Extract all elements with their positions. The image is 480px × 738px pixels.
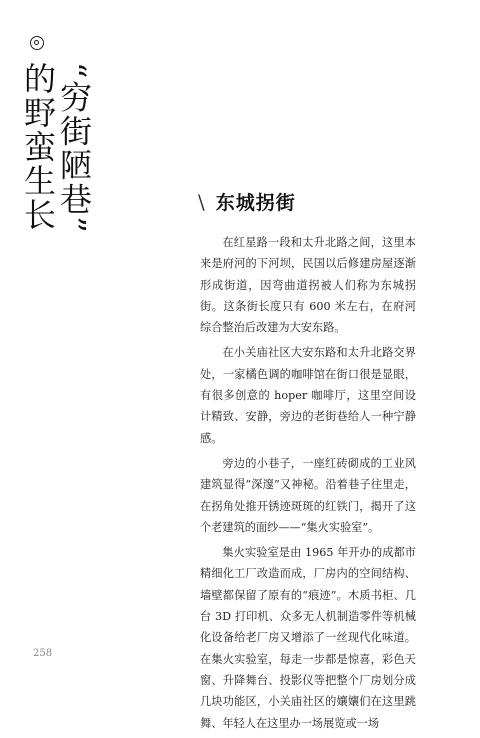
heading-slash: \ <box>198 189 206 214</box>
page-number: 258 <box>33 648 53 659</box>
vertical-title <box>20 62 92 235</box>
paragraph: 集火实验室是由 1965 年开办的成都市精细化工厂改造而成，厂房内的空间结构、墙壁都保留了原有的“痕迹”。木质书柜、几台 3D 打印机、众多无人机制造零件等机械化设备给老厂房又增添了一丝现代化味道。在集火实验室，每走一步都是惊喜，彩色天窗、升降舞台、投影仪等把整个厂房划分成几块功能区，小关庙社区的孃孃们在这里跳舞、年轻人在这里办一场展览或一场 <box>200 546 416 730</box>
paragraph: 旁边的小巷子，一座红砖砌成的工业风建筑显得“深邃”又神秘。沿着巷子往里走，在拐角处推开锈迹斑斑的红铁门，揭开了这个老建筑的面纱——“集火实验室”。 <box>200 456 416 534</box>
section-heading <box>198 188 296 215</box>
title-line-2: 的野蛮生长 <box>19 62 57 232</box>
paragraph: 在小关庙社区大安东路和太升北路交界处，一家橘色调的咖啡馆在街口很是显眼，有很多创意的 hoper 咖啡厅，这里空间设计精致、安静，旁边的老街巷给人一种宁静感。 <box>200 346 416 445</box>
title-line-1: “穷街陋巷” <box>55 62 93 235</box>
paragraph: 在红星路一段和太升北路之间，这里本来是府河的下河坝，民国以后修建房屋逐渐形成街道，因弯曲道拐被人们称为东城拐街。这条街长度只有 600 米左右，在府河综合整治后改建为大安东路。 <box>200 236 416 335</box>
body-text <box>200 232 416 738</box>
section-heading-text: 东城拐街 <box>215 192 296 214</box>
double-circle-icon <box>30 36 44 50</box>
